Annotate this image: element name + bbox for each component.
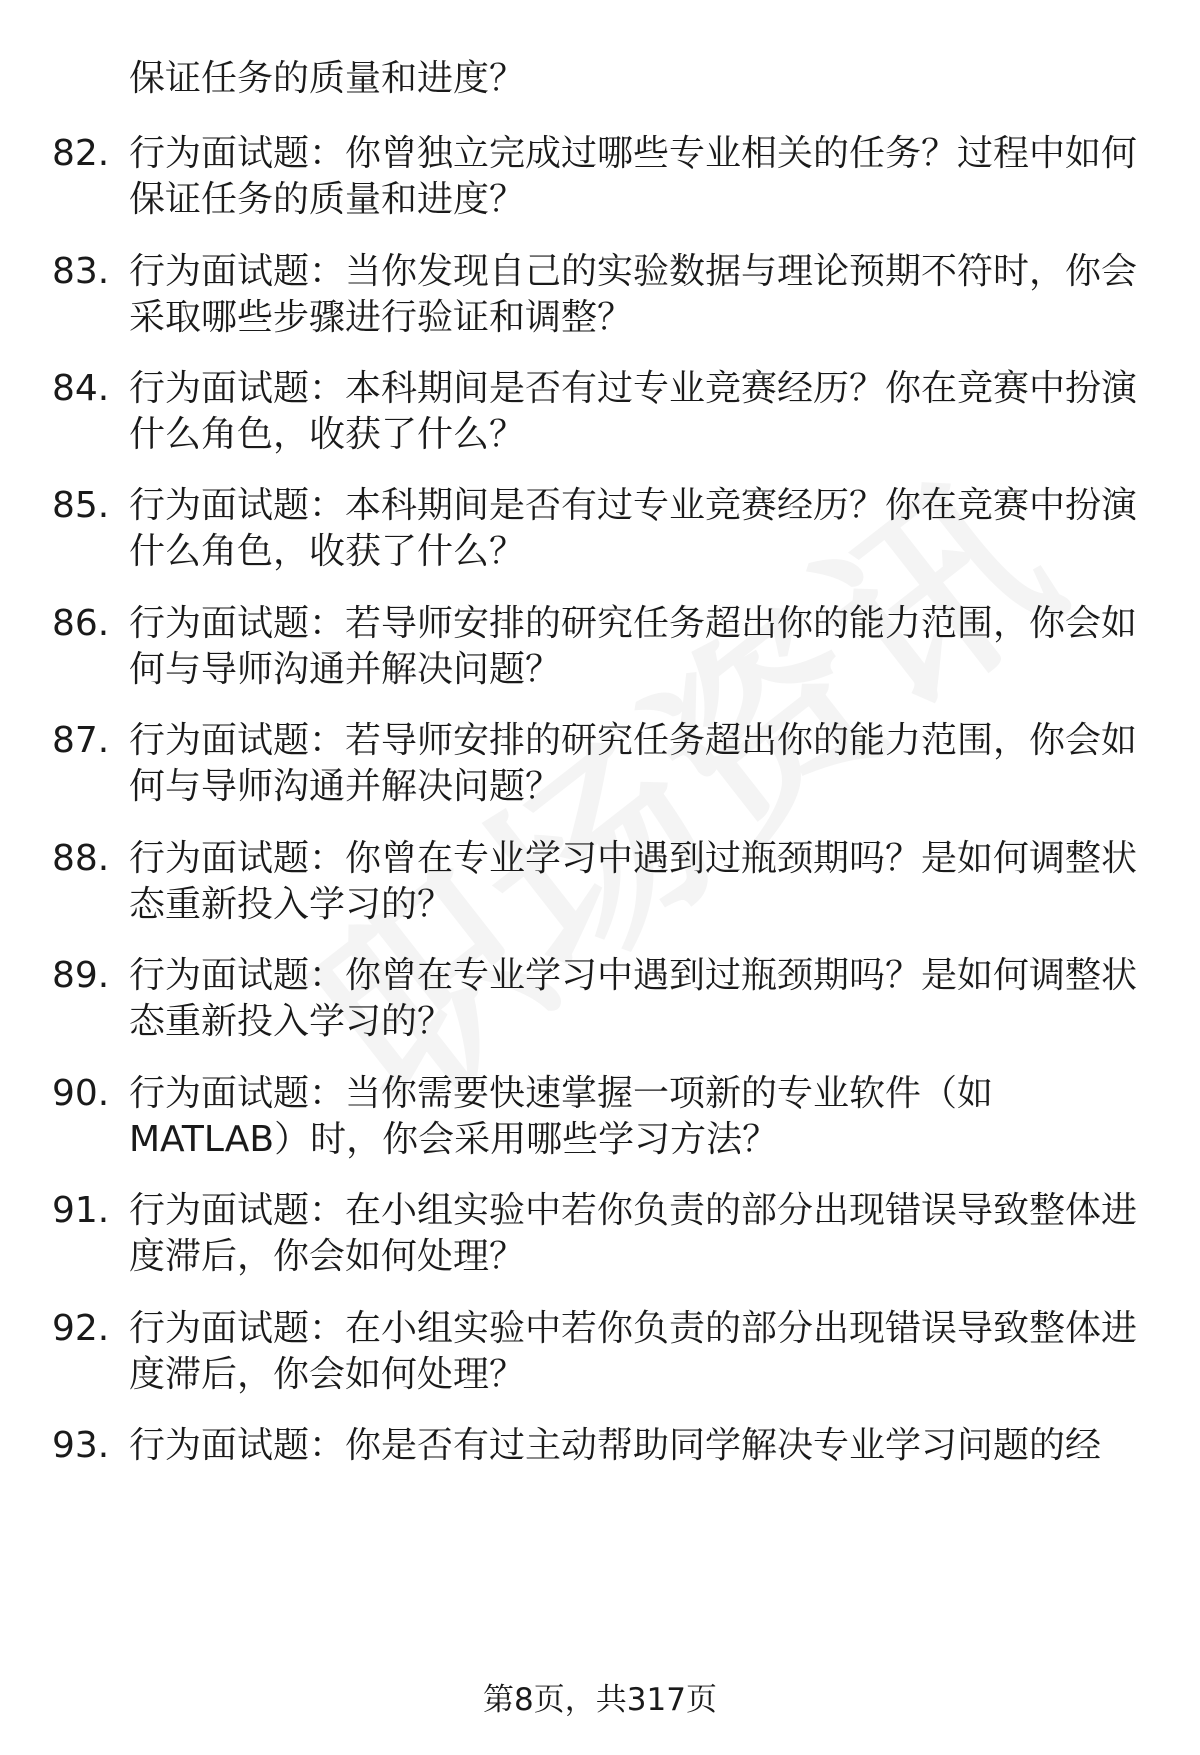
question-number: 87. [52, 720, 110, 761]
question-text-line1: 行为面试题：你曾在专业学习中遇到过瓶颈期吗？是如何调整状 [129, 955, 1138, 996]
question-text-line2: 什么角色，收获了什么？ [129, 531, 526, 572]
question-number: 82. [52, 133, 110, 174]
question-text-line2: 何与导师沟通并解决问题？ [129, 766, 562, 807]
question-text-line1: 行为面试题：你曾独立完成过哪些专业相关的任务？过程中如何 [129, 133, 1138, 174]
question-number: 88. [52, 838, 110, 879]
question-text-line2: 何与导师沟通并解决问题？ [129, 649, 562, 690]
question-number: 83. [52, 251, 110, 292]
question-text-line1: 行为面试题：当你发现自己的实验数据与理论预期不符时，你会 [129, 251, 1138, 292]
question-text-line1: 行为面试题：在小组实验中若你负责的部分出现错误导致整体进 [129, 1190, 1138, 1231]
question-number: 89. [52, 955, 110, 996]
question-number: 92. [52, 1308, 110, 1349]
question-text-line2: 保证任务的质量和进度？ [129, 179, 526, 220]
question-text-line2: 度滞后，你会如何处理？ [129, 1236, 526, 1277]
question-text-line2: 什么角色，收获了什么？ [129, 414, 526, 455]
question-text-line2: 态重新投入学习的？ [129, 1001, 454, 1042]
question-text-line2: 采取哪些步骤进行验证和调整？ [129, 297, 634, 338]
question-text-line1: 行为面试题：若导师安排的研究任务超出你的能力范围，你会如 [129, 603, 1138, 644]
question-text-line1: 行为面试题：本科期间是否有过专业竞赛经历？你在竞赛中扮演 [129, 368, 1138, 409]
question-text-line1: 行为面试题：在小组实验中若你负责的部分出现错误导致整体进 [129, 1308, 1138, 1349]
question-text-line1: 行为面试题：若导师安排的研究任务超出你的能力范围，你会如 [129, 720, 1138, 761]
continuation-text: 保证任务的质量和进度？ [129, 58, 526, 99]
page-footer: 第8页，共317页 [483, 1682, 717, 1718]
question-number: 86. [52, 603, 110, 644]
question-text-line2: MATLAB）时，你会采用哪些学习方法？ [129, 1119, 779, 1160]
question-number: 93. [52, 1425, 110, 1466]
question-number: 85. [52, 485, 110, 526]
question-text-line2: 度滞后，你会如何处理？ [129, 1354, 526, 1395]
question-text-line2: 态重新投入学习的？ [129, 884, 454, 925]
question-number: 90. [52, 1073, 110, 1114]
question-text-line1: 行为面试题：你曾在专业学习中遇到过瓶颈期吗？是如何调整状 [129, 838, 1138, 879]
question-number: 91. [52, 1190, 110, 1231]
question-text-line1: 行为面试题：本科期间是否有过专业竞赛经历？你在竞赛中扮演 [129, 485, 1138, 526]
question-text-line1: 行为面试题：当你需要快速掌握一项新的专业软件（如 [129, 1073, 994, 1114]
question-number: 84. [52, 368, 110, 409]
question-text-line1: 行为面试题：你是否有过主动帮助同学解决专业学习问题的经 [129, 1425, 1102, 1466]
